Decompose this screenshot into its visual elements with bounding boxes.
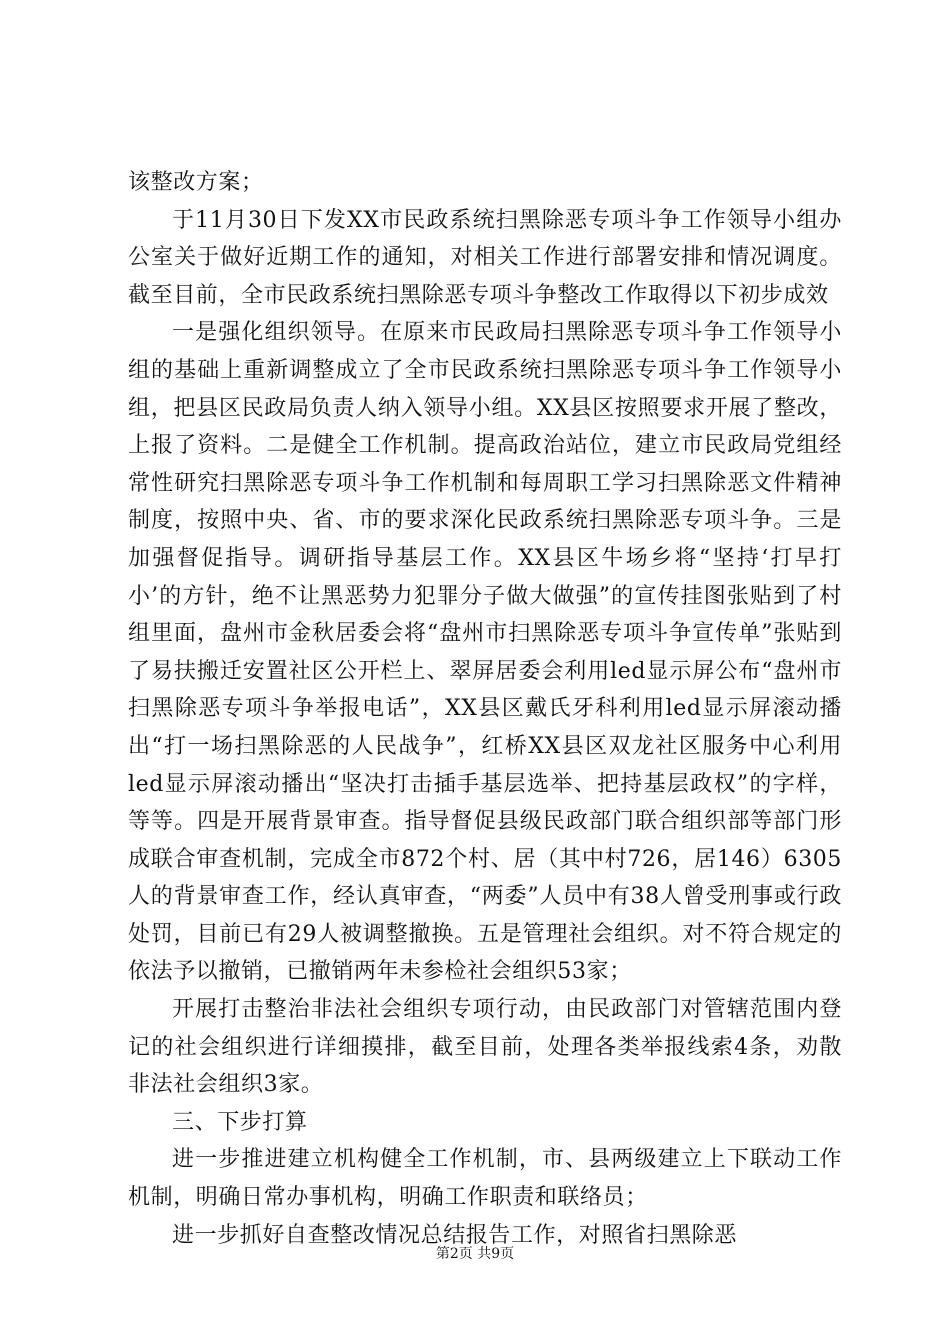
paragraph-7: 进一步抓好自查整改情况总结报告工作，对照省扫黑除恶 [172, 1222, 738, 1248]
paragraph-3: 一是强化组织领导。在原来市民政局扫黑除恶专项斗争工作领导小组的基础上重新调整成立了全市民政系统扫黑除恶专项斗争工作领导小组，把县区民政局负责人纳入领导小组。XX县区按照要求开展了整改，上报了资料。二是健全工作机制。提高政治站位，建立市民政局党组经常性研究扫黑除恶专项斗争工作机制和每周职工学习扫黑除恶文件精神制度，按照中央、省、市的要求深化民政系统扫黑除恶专项斗争。三是加强督促指导。调研指导基层工作。XX县区牛场乡将“坚持‘打早打小’的方针，绝不让黑恶势力犯罪分子做大做强”的宣传挂图张贴到了村组里面，盘州市金秋居委会将“盘州市扫黑除恶专项斗争宣传单”张贴到了易扶搬迁安置社区公开栏上、翠屏居委会利用led显示屏公布“盘州市扫黑除恶专项斗争举报电话”，XX县区戴氏牙科利用led显示屏滚动播出“打一场扫黑除恶的人民战争”，红桥XX县区双龙社区服务中心利用led显示屏滚动播出“坚决打击插手基层选举、把持基层政权”的字样，等等。四是开展背景审查。指导督促县级民政部门联合组织部等部门形成联合审查机制，完成全市872个村、居（其中村726，居146）6305人的背景审查工作，经认真审查，“两委”人员中有38人曾受刑事或行政处罚，目前已有29人被调整撤换。五是管理社会组织。对不符合规定的依法予以撤销，已撤销两年未参检社会组织53家； [128, 320, 842, 985]
paragraph-2: 于11月30日下发XX市民政系统扫黑除恶专项斗争工作领导小组办公室关于做好近期工作的通知，对相关工作进行部署安排和情况调度。截至目前，全市民政系统扫黑除恶专项斗争整改工作取得以下初步成效 [128, 207, 842, 308]
paragraph-1: 该整改方案； [128, 170, 264, 195]
page-number-footer: 第2页 共9页 [435, 1246, 515, 1262]
paragraph-6: 进一步推进建立机构健全工作机制，市、县两级建立上下联动工作机制，明确日常办事机构，明确工作职责和联络员； [128, 1147, 842, 1211]
section-heading-next-steps: 三、下步打算 [172, 1109, 308, 1135]
document-body [128, 164, 842, 1254]
paragraph-4: 开展打击整治非法社会组织专项行动，由民政部门对管辖范围内登记的社会组织进行详细摸排，截至目前，处理各类举报线索4条，劝散非法社会组织3家。 [128, 997, 842, 1098]
